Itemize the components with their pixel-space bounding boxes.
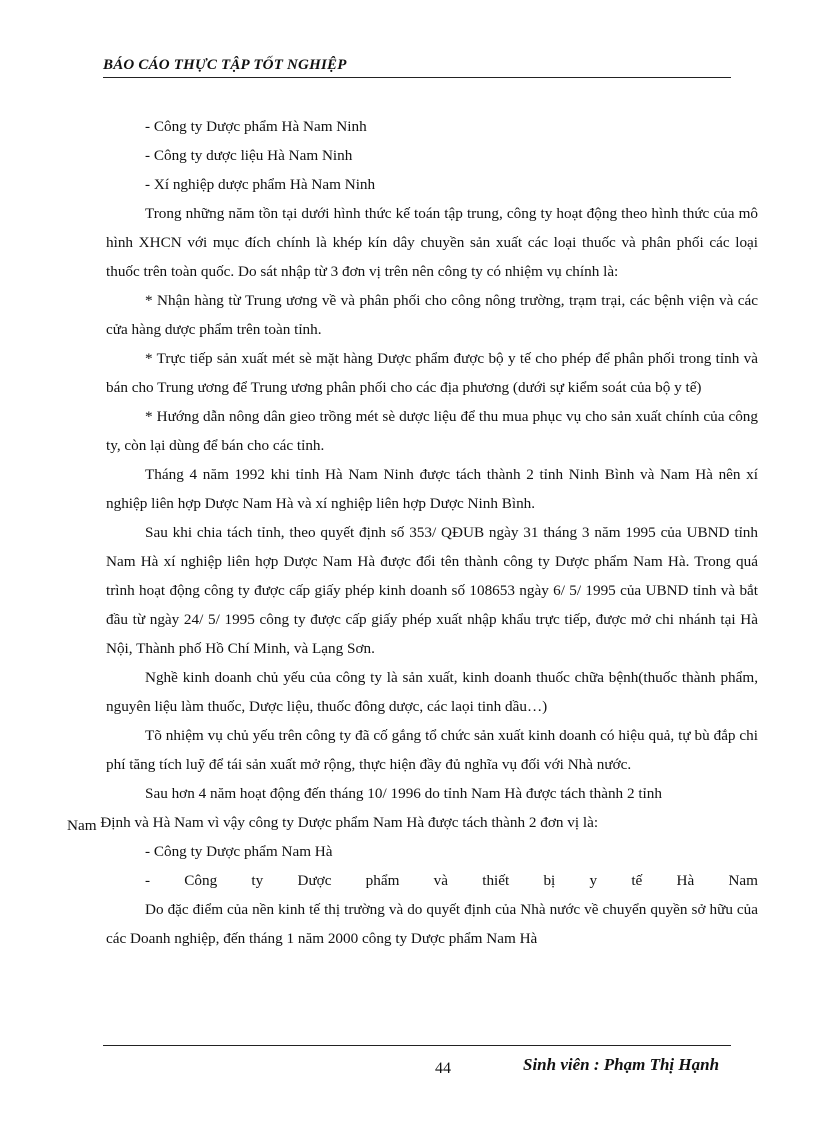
paragraph: * Trực tiếp sản xuất mét sè mặt hàng Dược phẩm được bộ y tế cho phép để phân phối trong tỉnh và bán cho Trung ương để Trung ương phân phối cho các địa phương (dưới sự kiểm soát của bộ y tế) bbox=[106, 350, 758, 396]
list-item: - Xí nghiệp dược phẩm Hà Nam Ninh bbox=[145, 176, 376, 193]
paragraph: Nghề kinh doanh chủ yếu của công ty là sản xuất, kinh doanh thuốc chữa bệnh(thuốc thành phẩm, nguyên liệu làm thuốc, Dược liệu, thuốc đông dược, các laọi tinh dầu…) bbox=[106, 669, 758, 715]
author-name: Sinh viên : Phạm Thị Hạnh bbox=[523, 1055, 720, 1074]
list-item: - Công ty dược liệu Hà Nam Ninh bbox=[145, 147, 353, 164]
paragraph-line: Định và Hà Nam vì vậy công ty Dược phẩm Nam Hà được tách thành 2 đơn vị là: bbox=[100, 814, 599, 831]
footer-divider bbox=[103, 1045, 731, 1046]
paragraph: Do đặc điểm của nền kinh tế thị trường và do quyết định của Nhà nước về chuyển quyền sở hữu của các Doanh nghiệp, đến tháng 1 năm 2000 công ty Dược phẩm Nam Hà bbox=[106, 901, 758, 947]
list-item: - Công ty Dược phẩm Nam Hà bbox=[145, 843, 333, 860]
report-header-title: BÁO CÁO THỰC TẬP TỐT NGHIỆP bbox=[103, 57, 347, 73]
paragraph-line: Sau hơn 4 năm hoạt động đến tháng 10/ 1996 do tỉnh Nam Hà được tách thành 2 tỉnh bbox=[145, 785, 662, 802]
list-item: - Công ty Dược phẩm và thiết bị y tế Hà Nam bbox=[145, 872, 758, 889]
paragraph-word: Nam bbox=[67, 817, 97, 834]
paragraph: Tháng 4 năm 1992 khi tỉnh Hà Nam Ninh được tách thành 2 tỉnh Ninh Bình và Nam Hà nên xí nghiệp liên hợp Dược Nam Hà và xí nghiệp liên hợp Dược Ninh Bình. bbox=[106, 466, 758, 512]
paragraph: Sau khi chia tách tỉnh, theo quyết định số 353/ QĐUB ngày 31 tháng 3 năm 1995 của UBND tỉnh Nam Hà xí nghiệp liên hợp Dược Nam Hà được đổi tên thành công ty Dược phẩm Nam Hà. Trong quá trình hoạt động công ty được cấp giấy phép kinh doanh số 108653 ngày 6/ 5/ 1995 của UBND tỉnh và bắt đầu từ ngày 24/ 5/ 1995 công ty được cấp giấy phép xuất nhập khẩu trực tiếp, được mở chi nhánh tại Hà Nội, Thành phố Hồ Chí Minh, và Lạng Sơn. bbox=[106, 524, 758, 657]
document-body bbox=[67, 112, 758, 953]
header-divider bbox=[103, 77, 731, 78]
paragraph: Tõ nhiệm vụ chủ yếu trên công ty đã cố gắng tổ chức sản xuất kinh doanh có hiệu quả, tự bù đắp chi phí tăng tích luỹ để tái sản xuất mở rộng, thực hiện đầy đủ nghĩa vụ đối với Nhà nước. bbox=[106, 727, 758, 773]
paragraph: * Hướng dẫn nông dân gieo trồng mét sè dược liệu để thu mua phục vụ cho sản xuất chính của công ty, còn lại dùng để bán cho các tỉnh. bbox=[106, 408, 758, 454]
paragraph bbox=[67, 779, 758, 837]
page-number: 44 bbox=[435, 1060, 451, 1077]
list-item: - Công ty Dược phẩm Hà Nam Ninh bbox=[145, 118, 367, 135]
paragraph: * Nhận hàng từ Trung ương về và phân phối cho công nông trường, trạm trại, các bệnh viện và các cửa hàng dược phẩm trên toàn tỉnh. bbox=[106, 292, 758, 338]
paragraph: Trong những năm tồn tại dưới hình thức kế toán tập trung, công ty hoạt động theo hình thức của mô hình XHCN với mục đích chính là khép kín dây chuyền sản xuất các loại thuốc và phân phối các loại thuốc trên toàn quốc. Do sát nhập từ 3 đơn vị trên nên công ty có nhiệm vụ chính là: bbox=[106, 205, 758, 280]
